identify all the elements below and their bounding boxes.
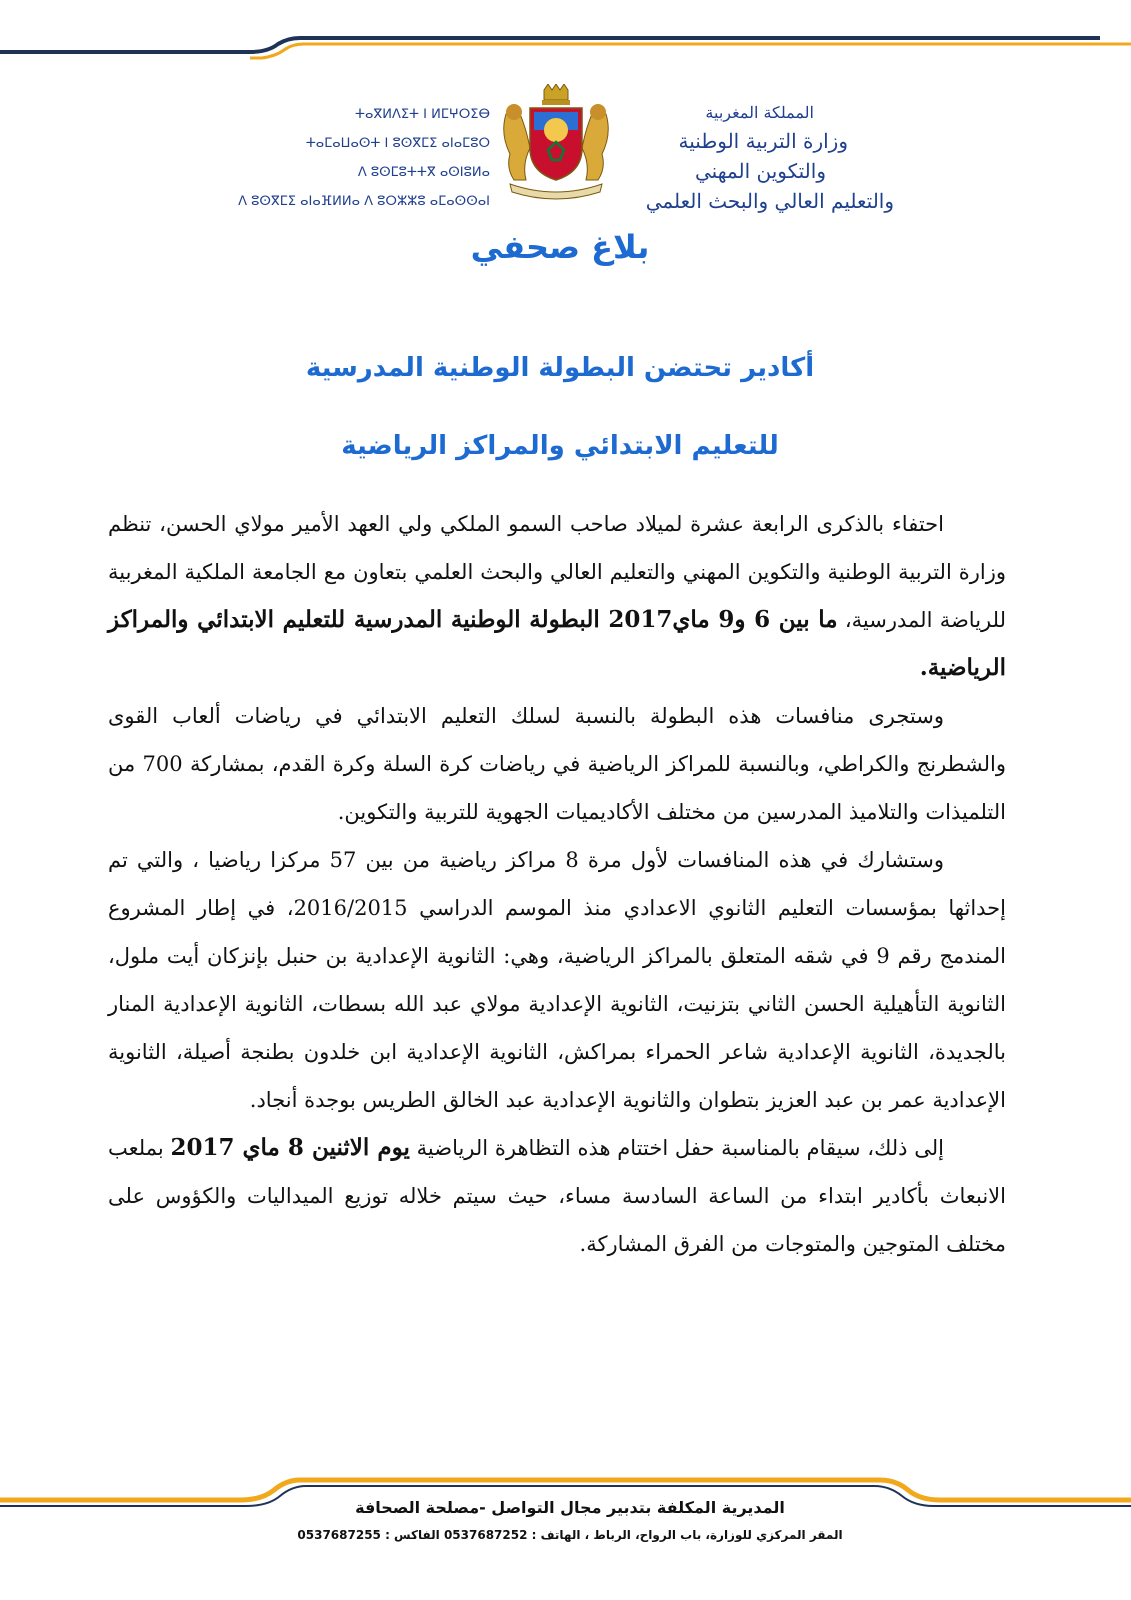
paragraph-4 (108, 1124, 1006, 1268)
ministry-name (600, 100, 900, 216)
paragraph-2 (108, 692, 1006, 836)
footer-contact: المقر المركزي للوزارة، باب الرواح، الرباط ، الهاتف : 0537687252 الفاكس : 0537687255 (297, 1528, 843, 1542)
footer-department: المديرية المكلفة بتدبير مجال التواصل -مصلحة الصحافة (355, 1498, 785, 1517)
paragraph-1-text: احتفاء بالذكرى الرابعة عشرة لميلاد صاحب السمو الملكي ولي العهد الأمير مولاي الحسن، تنظم وزارة التربية الوطنية والتكوين المهني والتعليم العالي والبحث العلمي بتعاون مع الجامعة الملكية المغربية للرياضة المدرسية، (108, 512, 1006, 632)
headline-line-2: للتعليم الابتدائي والمراكز الرياضية (341, 431, 779, 461)
ministry-line: والتعليم العالي والبحث العلمي (645, 189, 894, 213)
ministry-line: والتكوين المهني (694, 159, 826, 183)
header-divider (0, 0, 1131, 70)
paragraph-1 (108, 500, 1006, 692)
tifinagh-line: ⴷ ⵓⵙⴳⵎⵉ ⴰⵏⴰⴼⵍⵍⴰ ⴷ ⵓⵔⵣⵣⵓ ⴰⵎⴰⵙⵙⴰⵏ (238, 194, 490, 209)
kingdom-label: المملكة المغربية (705, 103, 814, 122)
paragraph-2-text: وستجرى منافسات هذه البطولة بالنسبة لسلك التعليم الابتدائي في رياضات ألعاب القوى والشطرنج والكراطي، وبالنسبة للمراكز الرياضية في رياضات كرة السلة وكرة القدم، بمشاركة 700 من التلميذات والتلاميذ المدرسين من مختلف الأكاديميات الجهوية للتربية والتكوين. (108, 704, 1006, 824)
coat-of-arms-icon (496, 84, 616, 200)
headline-line-1: أكادير تحتضن البطولة الوطنية المدرسية (305, 353, 815, 383)
tifinagh-ministry-name (150, 100, 490, 216)
paragraph-4-text-a: إلى ذلك، سيقام بالمناسبة حفل اختتام هذه التظاهرة الرياضية (409, 1136, 944, 1160)
article-body (108, 500, 1006, 1268)
paragraph-3-text: وستشارك في هذه المنافسات لأول مرة 8 مراكز رياضية من بين 57 مركزا رياضيا ، والتي تم إحداثها بمؤسسات التعليم الثانوي الاعدادي منذ الموسم الدراسي 2016/2015، في إطار المشروع المندمج رقم 9 في شقه المتعلق بالمراكز الرياضية، وهي: الثانوية الإعدادية بن حنبل بإنزكان أيت ملول، الثانوية التأهيلية الحسن الثاني بتزنيت، الثانوية الإعدادية مولاي عبد الله بسطات، الثانوية الإعدادية المنار بالجديدة، الثانوية الإعدادية شاعر الحمراء بمراكش، الثانوية الإعدادية ابن خلدون بطنجة أصيلة، الثانوية الإعدادية عمر بن عبد العزيز بتطوان والثانوية الإعدادية عبد الخالق الطريس بوجدة أنجاد. (108, 848, 1006, 1112)
tifinagh-line: ⴷ ⵓⵙⵎⵓⵜⵜⴳ ⴰⵙⵏⵓⵍⴰ (357, 165, 490, 180)
event-dates-highlight: ما بين 6 و9 ماي2017 البطولة الوطنية المدرسية للتعليم الابتدائي والمراكز الرياضية. (108, 606, 1006, 681)
closing-date-highlight: يوم الاثنين 8 ماي 2017 (170, 1134, 410, 1161)
press-release-label: بلاغ صحفي (470, 228, 650, 266)
ministry-line: وزارة التربية الوطنية (678, 129, 848, 153)
paragraph-4-text-b: بملعب الانبعاث بأكادير ابتداء من الساعة السادسة مساء، حيث سيتم خلاله توزيع الميداليات والكؤوس على مختلف المتوجين والمتوجات من الفرق المشاركة. (108, 1136, 1006, 1256)
tifinagh-line: ⵜⴰⵎⴰⵡⴰⵙⵜ ⵏ ⵓⵙⴳⵎⵉ ⴰⵏⴰⵎⵓⵔ (305, 136, 490, 151)
paragraph-3 (108, 836, 1006, 1124)
tifinagh-line: ⵜⴰⴳⵍⴷⵉⵜ ⵏ ⵍⵎⵖⵔⵉⴱ (354, 107, 490, 122)
